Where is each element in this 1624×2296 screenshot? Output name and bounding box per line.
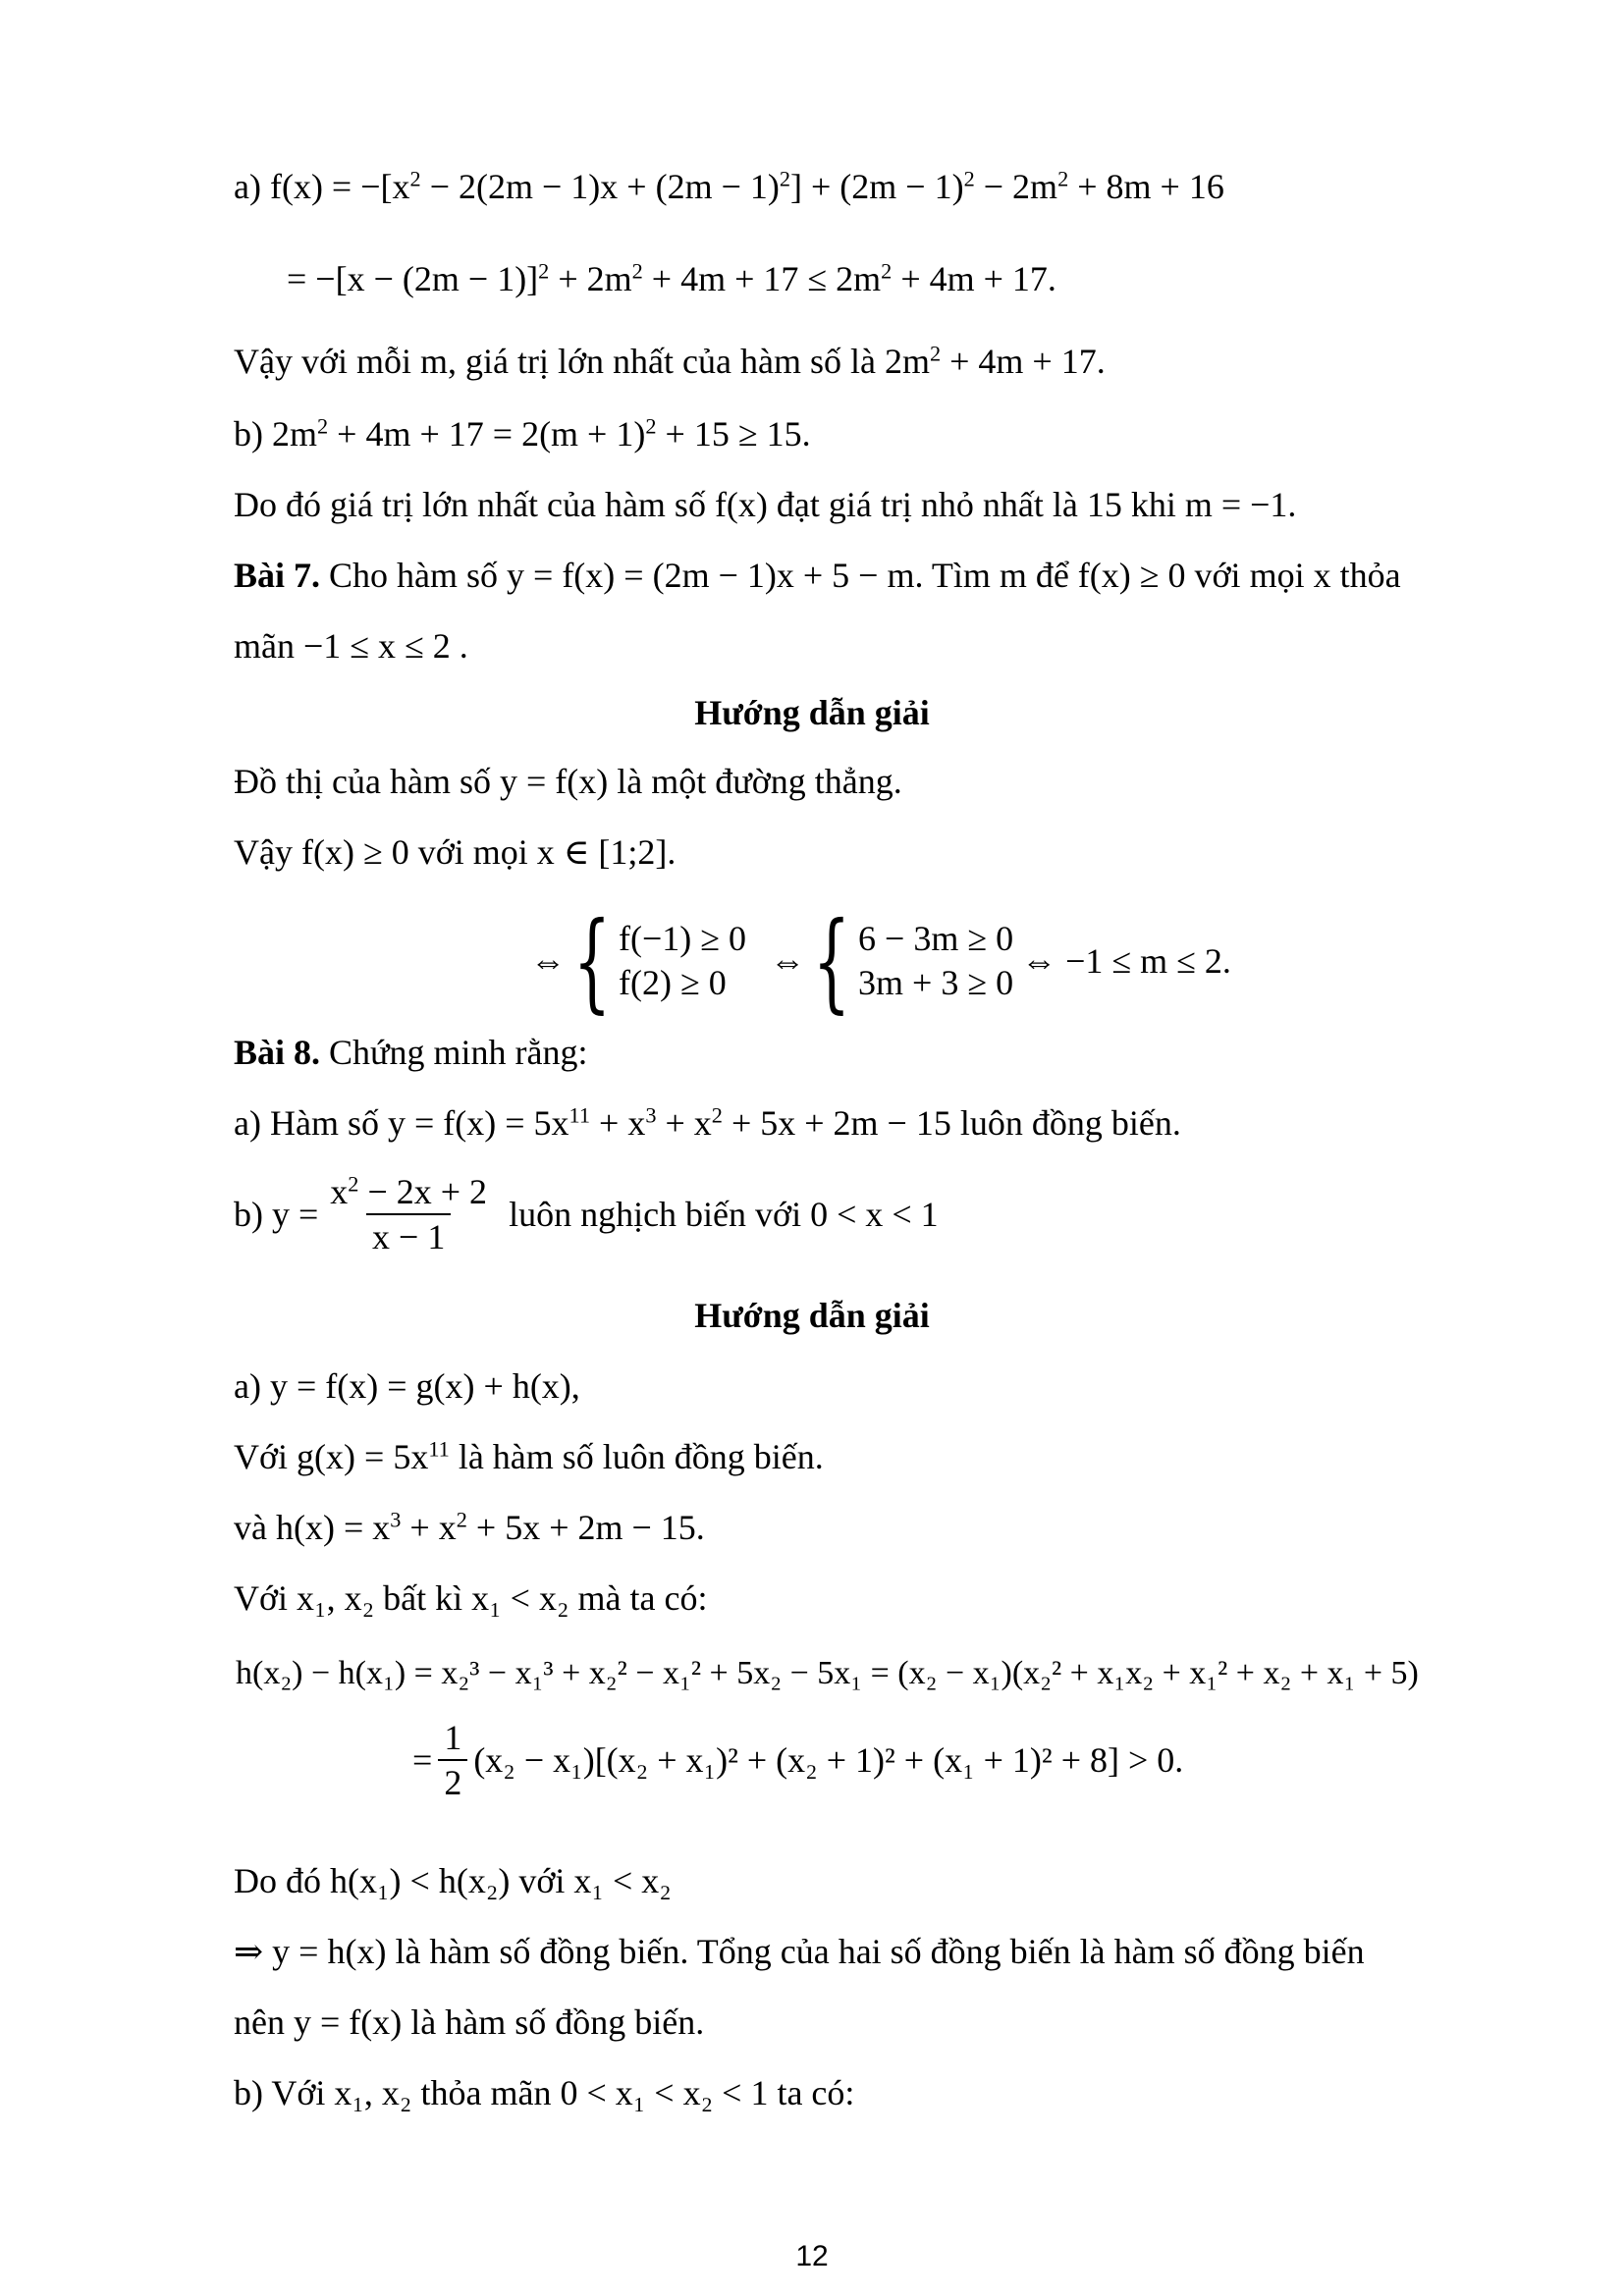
- solution-8-line-7: Do đó h(x₁) < h(x₂) với x₁ < x₂: [234, 1861, 672, 1900]
- fraction: $\frac{x^2 - 2x + 2}{x - 1}$: [330, 1171, 488, 1256]
- problem-8b: b) y = $\frac{x^2 - 2x + 2}{x - 1}$ luôn nghịch biến với 0 < x < 1: [234, 1171, 939, 1256]
- problem-7-statement-cont: mãn −1 ≤ x ≤ 2 .: [234, 626, 468, 666]
- solution-8-line-6: = $\frac{1}{2}$ (x₂ − x₁)[(x₂ + x₁)² + (x₂ + 1)² + (x₁ + 1)² + 8] > 0.: [412, 1718, 1184, 1802]
- solution-heading-7: Hướng dẫn giải: [694, 693, 930, 732]
- solution-a-line-2: = $-[x - (2m - 1)]^2 + 2m^2 + 4m + 17 \le 2m^2 + 4m + 17$.: [287, 258, 1056, 298]
- solution-8-line-9: nên y = f(x) là hàm số đồng biến.: [234, 2002, 705, 2042]
- solution-b-conclusion: Do đó giá trị lớn nhất của hàm số f(x) đạt giá trị nhỏ nhất là 15 khi m = −1.: [234, 485, 1297, 524]
- solution-a-line-1: a) $f(x) = -[x^2 - 2(2m - 1)x + (2m - 1)^2] + (2m - 1)^2 - 2m^2 + 8m + 16$: [234, 166, 1224, 206]
- solution-8-line-3: và $h(x) = x^3 + x^2 + 5x + 2m - 15$.: [234, 1507, 705, 1547]
- solution-8-line-4: Với x₁, x₂ bất kì x₁ < x₂ mà ta có:: [234, 1578, 708, 1618]
- problem-8-statement: Bài 8. Chứng minh rằng:: [234, 1033, 588, 1072]
- solution-7-line-1: Đồ thị của hàm số y = f(x) là một đường thẳng.: [234, 762, 902, 801]
- solution-8-line-8: ⇒ y = h(x) là hàm số đồng biến. Tổng của hai số đồng biến là hàm số đồng biến: [234, 1932, 1365, 1971]
- fraction-half: $\frac{1}{2}$: [438, 1720, 467, 1800]
- solution-8-line-5: h(x₂) − h(x₁) = x₂³ − x₁³ + x₂² − x₁² + 5x₂ − 5x₁ = (x₂ − x₁)(x₂² + x₁x₂ + x₁² + x₂ + x₁ + 5): [236, 1655, 1419, 1691]
- solution-8-line-10: b) Với x₁, x₂ thỏa mãn 0 < x₁ < x₂ < 1 ta có:: [234, 2073, 855, 2112]
- problem-8a: a) Hàm số $y = f(x) = 5x^{11} + x^3 + x^2 + 5x + 2m - 15$ luôn đồng biến.: [234, 1102, 1181, 1143]
- solution-b-line: b) $2m^2 + 4m + 17 = 2(m + 1)^2 + 15 \ge 15$.: [234, 413, 811, 454]
- solution-8-line-1: a) y = f(x) = g(x) + h(x),: [234, 1366, 580, 1406]
- solution-heading-8: Hướng dẫn giải: [694, 1296, 930, 1335]
- solution-8-line-2: Với $g(x) = 5x^{11}$ là hàm số luôn đồng biến.: [234, 1436, 824, 1476]
- problem-7-statement: Bài 7. Cho hàm số y = f(x) = (2m − 1)x + 5 − m. Tìm m để f(x) ≥ 0 với mọi x thỏa: [234, 556, 1401, 595]
- page-number: 12: [795, 2240, 829, 2272]
- solution-7-line-2: Vậy f(x) ≥ 0 với mọi x ∈ [1;2].: [234, 832, 677, 872]
- solution-a-conclusion: Vậy với mỗi m, giá trị lớn nhất của hàm số là $2m^2 + 4m + 17$.: [234, 341, 1106, 381]
- inequality-system: ⇔ { f(−1) ≥ 0 f(2) ≥ 0 ⇔ { 6 − 3m ≥ 0 3m + 3 ≥ 0 ⇔ −1 ≤ m ≤ 2.: [530, 898, 1231, 1024]
